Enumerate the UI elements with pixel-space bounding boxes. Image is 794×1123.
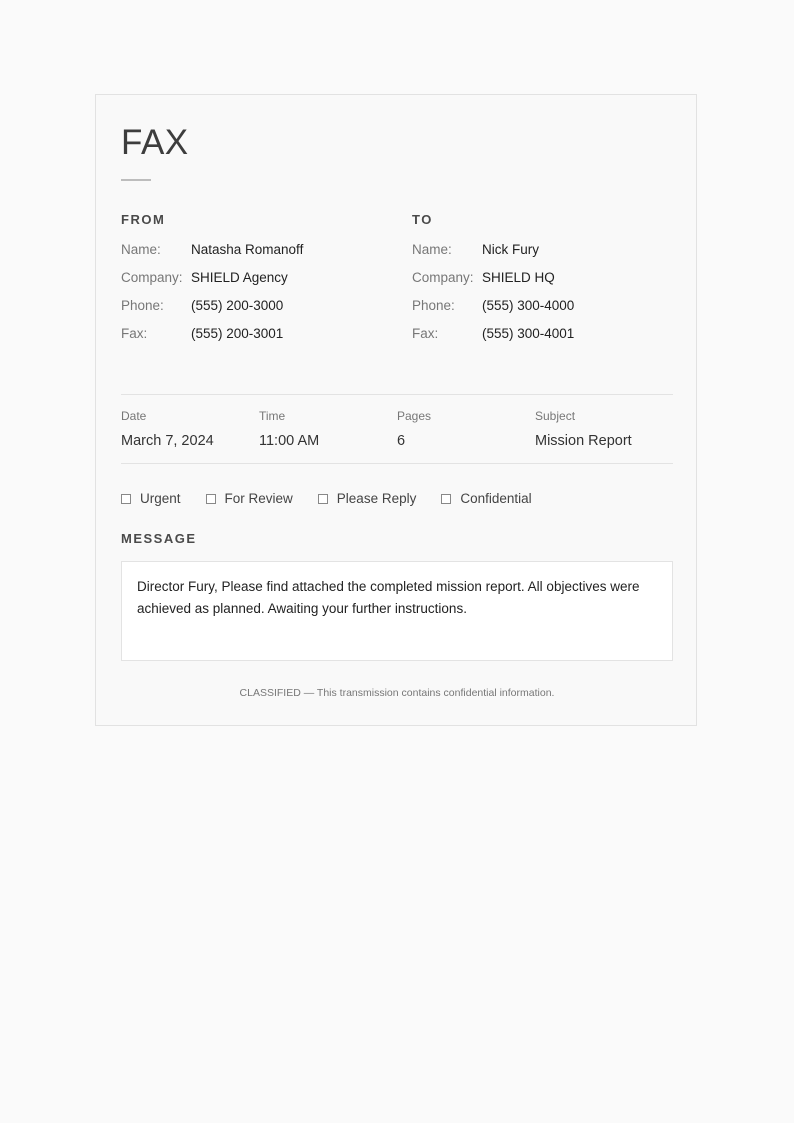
urgent-label: Urgent [140, 491, 181, 506]
date-cell [121, 395, 259, 463]
to-company-value: SHIELD HQ [482, 270, 555, 285]
confidential-checkbox[interactable] [441, 491, 531, 506]
to-company-label: Company: [412, 270, 474, 285]
to-name-value: Nick Fury [482, 242, 539, 257]
from-heading: FROM [121, 212, 166, 227]
from-fax-row [121, 326, 381, 354]
from-company-row [121, 270, 381, 298]
to-phone-value: (555) 300-4000 [482, 298, 575, 313]
checkbox-box[interactable] [318, 494, 328, 504]
to-phone-label: Phone: [412, 298, 455, 313]
to-name-row [412, 242, 672, 270]
from-fax-value: (555) 200-3001 [191, 326, 284, 341]
time-label: Time [259, 409, 286, 423]
to-heading: TO [412, 212, 433, 227]
date-value: March 7, 2024 [121, 433, 214, 449]
to-company-row [412, 270, 672, 298]
from-name-label: Name: [121, 242, 161, 257]
message-body[interactable]: Director Fury, Please find attached the completed mission report. All objectives were achieved as planned. Awaiting your further instructions. [121, 561, 673, 661]
subject-label: Subject [535, 409, 576, 423]
date-label: Date [121, 409, 147, 423]
time-value: 11:00 AM [259, 433, 320, 449]
checkbox-box[interactable] [206, 494, 216, 504]
from-name-value: Natasha Romanoff [191, 242, 304, 257]
pages-label: Pages [397, 409, 432, 423]
please-reply-label: Please Reply [336, 491, 417, 506]
to-fax-value: (555) 300-4001 [482, 326, 575, 341]
confidentiality-footer: CLASSIFIED — This transmission contains confidential information. [239, 687, 555, 699]
for-review-label: For Review [224, 491, 293, 506]
from-name-row [121, 242, 381, 270]
to-name-label: Name: [412, 242, 452, 257]
from-company-label: Company: [121, 270, 183, 285]
to-fax-label: Fax: [412, 326, 439, 341]
from-fax-label: Fax: [121, 326, 148, 341]
from-section [121, 212, 381, 354]
page-title: FAX [121, 123, 189, 162]
priority-checkboxes [121, 491, 557, 506]
from-phone-label: Phone: [121, 298, 164, 313]
checkbox-box[interactable] [121, 494, 131, 504]
transmission-details [121, 394, 673, 464]
title-divider [121, 179, 151, 181]
urgent-checkbox[interactable] [121, 491, 181, 506]
fax-cover-sheet [95, 94, 697, 726]
time-cell [259, 395, 397, 463]
from-phone-value: (555) 200-3000 [191, 298, 284, 313]
pages-cell [397, 395, 535, 463]
to-phone-row [412, 298, 672, 326]
from-company-value: SHIELD Agency [191, 270, 288, 285]
confidential-label: Confidential [460, 491, 532, 506]
pages-value: 6 [397, 433, 406, 449]
subject-cell [535, 395, 673, 463]
to-section [412, 212, 672, 354]
to-fax-row [412, 326, 672, 354]
please-reply-checkbox[interactable] [318, 491, 417, 506]
message-heading: MESSAGE [121, 531, 197, 546]
subject-value: Mission Report [535, 433, 632, 449]
for-review-checkbox[interactable] [206, 491, 293, 506]
from-phone-row [121, 298, 381, 326]
checkbox-box[interactable] [441, 494, 451, 504]
